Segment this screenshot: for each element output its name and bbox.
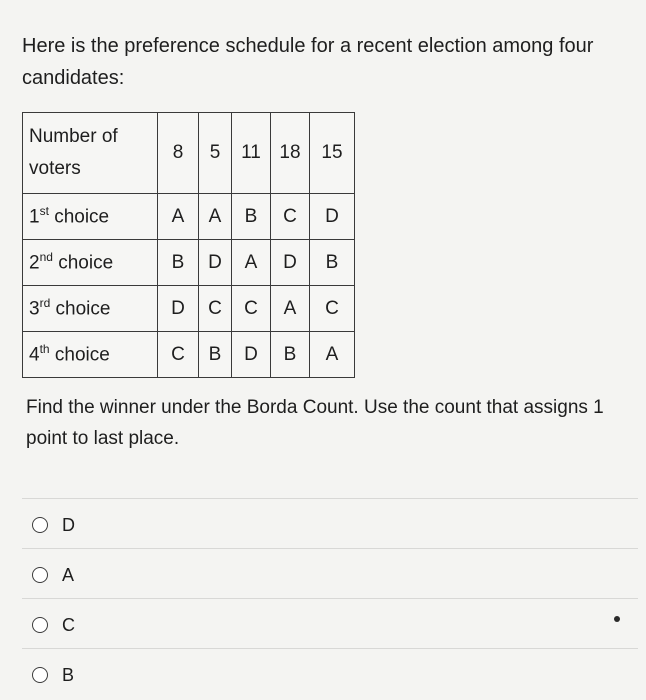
voters-header-cell <box>23 113 158 194</box>
choice-cell: D <box>232 332 271 378</box>
choice-cell: B <box>158 240 199 286</box>
radio-button[interactable] <box>32 667 48 683</box>
table-row <box>23 194 355 240</box>
voter-count-cell: 18 <box>271 113 310 194</box>
choice-cell: B <box>232 194 271 240</box>
table-row <box>23 286 355 332</box>
answer-option-d[interactable] <box>32 512 75 538</box>
voter-count-cell: 11 <box>232 113 271 194</box>
voters-header-line2: voters <box>29 158 81 179</box>
question-intro: Here is the preference schedule for a recent election among four candidates: <box>22 35 594 89</box>
choice-cell: C <box>310 286 355 332</box>
option-label: C <box>62 614 75 635</box>
choice-cell: C <box>199 286 232 332</box>
voter-count-cell: 8 <box>158 113 199 194</box>
choice-cell: C <box>232 286 271 332</box>
divider <box>22 548 638 549</box>
radio-button[interactable] <box>32 567 48 583</box>
choice-cell: B <box>199 332 232 378</box>
choice-cell: D <box>158 286 199 332</box>
choice-cell: A <box>199 194 232 240</box>
choice-cell: D <box>271 240 310 286</box>
divider <box>22 648 638 649</box>
table-row <box>23 113 355 194</box>
choice-row-label: 1st choice <box>23 194 158 240</box>
question-prompt: Find the winner under the Borda Count. Use the count that assigns 1 point to last place. <box>26 397 604 449</box>
preference-schedule-table <box>22 112 355 378</box>
table-row <box>23 332 355 378</box>
choice-cell: A <box>158 194 199 240</box>
choice-row-label: 2nd choice <box>23 240 158 286</box>
choice-cell: C <box>271 194 310 240</box>
option-label: B <box>62 664 75 685</box>
cursor-dot <box>614 616 620 622</box>
voter-count-cell: 15 <box>310 113 355 194</box>
choice-row-label: 3rd choice <box>23 286 158 332</box>
choice-cell: B <box>310 240 355 286</box>
choice-cell: D <box>310 194 355 240</box>
choice-row-label: 4th choice <box>23 332 158 378</box>
divider <box>22 498 638 499</box>
choice-cell: B <box>271 332 310 378</box>
answer-option-a[interactable] <box>32 562 74 588</box>
option-label: D <box>62 514 75 535</box>
divider <box>22 598 638 599</box>
radio-button[interactable] <box>32 617 48 633</box>
answer-option-b[interactable] <box>32 662 74 688</box>
choice-cell: A <box>310 332 355 378</box>
radio-button[interactable] <box>32 517 48 533</box>
choice-cell: A <box>271 286 310 332</box>
answer-option-c[interactable] <box>32 612 75 638</box>
option-label: A <box>62 564 75 585</box>
voters-header-line1: Number of <box>29 126 118 147</box>
voter-count-cell: 5 <box>199 113 232 194</box>
choice-cell: A <box>232 240 271 286</box>
table-row <box>23 240 355 286</box>
choice-cell: C <box>158 332 199 378</box>
choice-cell: D <box>199 240 232 286</box>
